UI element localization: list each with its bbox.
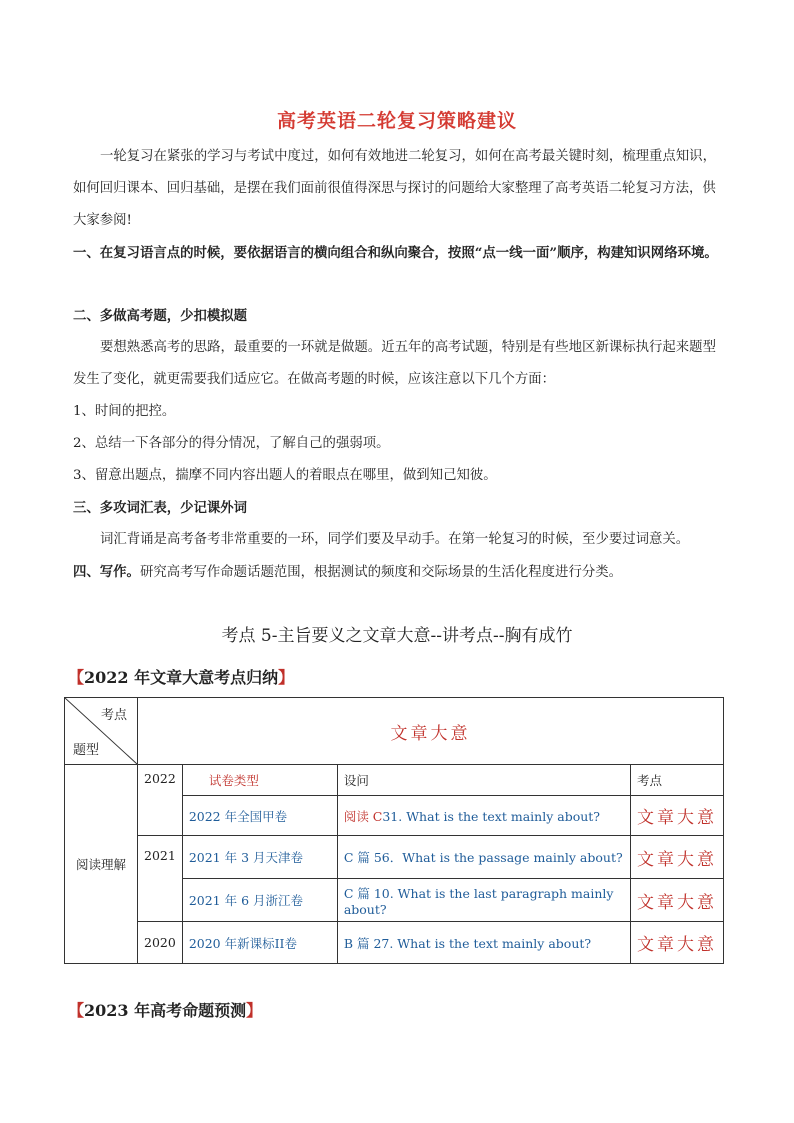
point-cell: 文章大意 (631, 922, 724, 964)
bracket-close: 】 (246, 1001, 263, 1020)
col-header-question: 设问 (337, 765, 630, 796)
table-header-row (65, 698, 724, 765)
question-prefix: B 篇 (343, 935, 374, 951)
year-cell: 2021 (138, 836, 183, 922)
table-row (65, 836, 724, 879)
point-2-body: 要想熟悉高考的思路，最重要的一环就是做题。近五年的高考试题，特别是有些地区新课标执行起来题型发生了变化，就更需要我们适应它。在做高考题的时候，应该注意以下几个方面： (73, 340, 716, 387)
point-1: 一、在复习语言点的时候，要依据语言的横向组合和纵向聚合，按照“点一线一面”顺序，构建知识网络环境。 (73, 245, 718, 261)
point-cell: 文章大意 (631, 879, 724, 922)
point-cell: 文章大意 (631, 836, 724, 879)
question-cell (337, 836, 630, 879)
col-header-point: 考点 (631, 765, 724, 796)
point-2-item: 1、时间的把控。 (73, 404, 176, 419)
heading-text: 年文章大意考点归纳 (128, 668, 279, 687)
point-2-item: 3、留意出题点，揣摩不同内容出题人的着眼点在哪里，做到知己知彼。 (73, 468, 497, 483)
heading-text: 年高考命题预测 (128, 1001, 247, 1020)
bracket-close: 】 (278, 668, 295, 687)
point-2-title: 二、多做高考题，少扣模拟题 (73, 308, 248, 324)
heading-year: 2022 (84, 668, 129, 687)
point-4-body: 研究高考写作命题话题范围，根据测试的频度和交际场景的生活化程度进行分类。 (139, 565, 623, 580)
col-header-paper: 试卷类型 (182, 765, 337, 796)
point-cell: 文章大意 (631, 796, 724, 836)
table-row (65, 765, 724, 796)
paper-cell: 2020 年新课标ⅠⅠ卷 (182, 922, 337, 964)
question-text: 27. What is the text mainly about? (373, 935, 592, 951)
diag-bottom-label: 题型 (73, 743, 100, 758)
point-3-title: 三、多攻词汇表，少记课外词 (73, 500, 248, 516)
point-4 (73, 556, 725, 589)
diagonal-header-cell (65, 698, 138, 765)
summary-heading-2022 (68, 665, 294, 688)
paper-cell: 2021 年 6 月浙江卷 (182, 879, 337, 922)
point-4-label: 四、写作。 (73, 564, 140, 580)
bracket-open: 【 (68, 668, 85, 687)
year-cell: 2022 (138, 765, 183, 836)
question-text: 10. What is the last paragraph mainly about? (343, 885, 614, 917)
page-title: 高考英语二轮复习策略建议 (276, 110, 517, 132)
question-text: 56．What is the passage mainly about? (373, 850, 623, 865)
paper-cell: 2021 年 3 月天津卷 (182, 836, 337, 879)
heading-year: 2023 (84, 1001, 129, 1020)
question-prefix: C 篇 (343, 850, 374, 865)
table-row (65, 922, 724, 964)
question-cell (337, 879, 630, 922)
question-cell (337, 796, 630, 836)
table-head-title: 文章大意 (138, 698, 724, 765)
prediction-heading-2023 (68, 998, 262, 1021)
point-2-item: 2、总结一下各部分的得分情况，了解自己的强弱项。 (73, 436, 390, 451)
question-prefix: C 篇 (343, 885, 374, 901)
question-text: 31. What is the text mainly about? (382, 808, 600, 824)
section-title: 考点 5-主旨要义之文章大意--讲考点--胸有成竹 (221, 626, 573, 646)
question-prefix: 阅读 C (343, 808, 383, 824)
bracket-open: 【 (68, 1001, 85, 1020)
paper-cell: 2022 年全国甲卷 (182, 796, 337, 836)
exam-point-table (64, 697, 724, 964)
row-type-cell: 阅读理解 (65, 765, 138, 964)
point-3-body: 词汇背诵是高考备考非常重要的一环，同学们要及早动手。在第一轮复习的时候，至少要过词意关。 (100, 532, 690, 547)
diag-top-label: 考点 (100, 708, 127, 723)
question-cell (337, 922, 630, 964)
year-cell: 2020 (138, 922, 183, 964)
intro-paragraph: 一轮复习在紧张的学习与考试中度过，如何有效地进二轮复习，如何在高考最关键时刻，梳理重点知识，如何回归课本、回归基础，是摆在我们面前很值得深思与探讨的问题给大家整理了高考英语二轮复习方法，供大家参阅! (73, 149, 716, 228)
